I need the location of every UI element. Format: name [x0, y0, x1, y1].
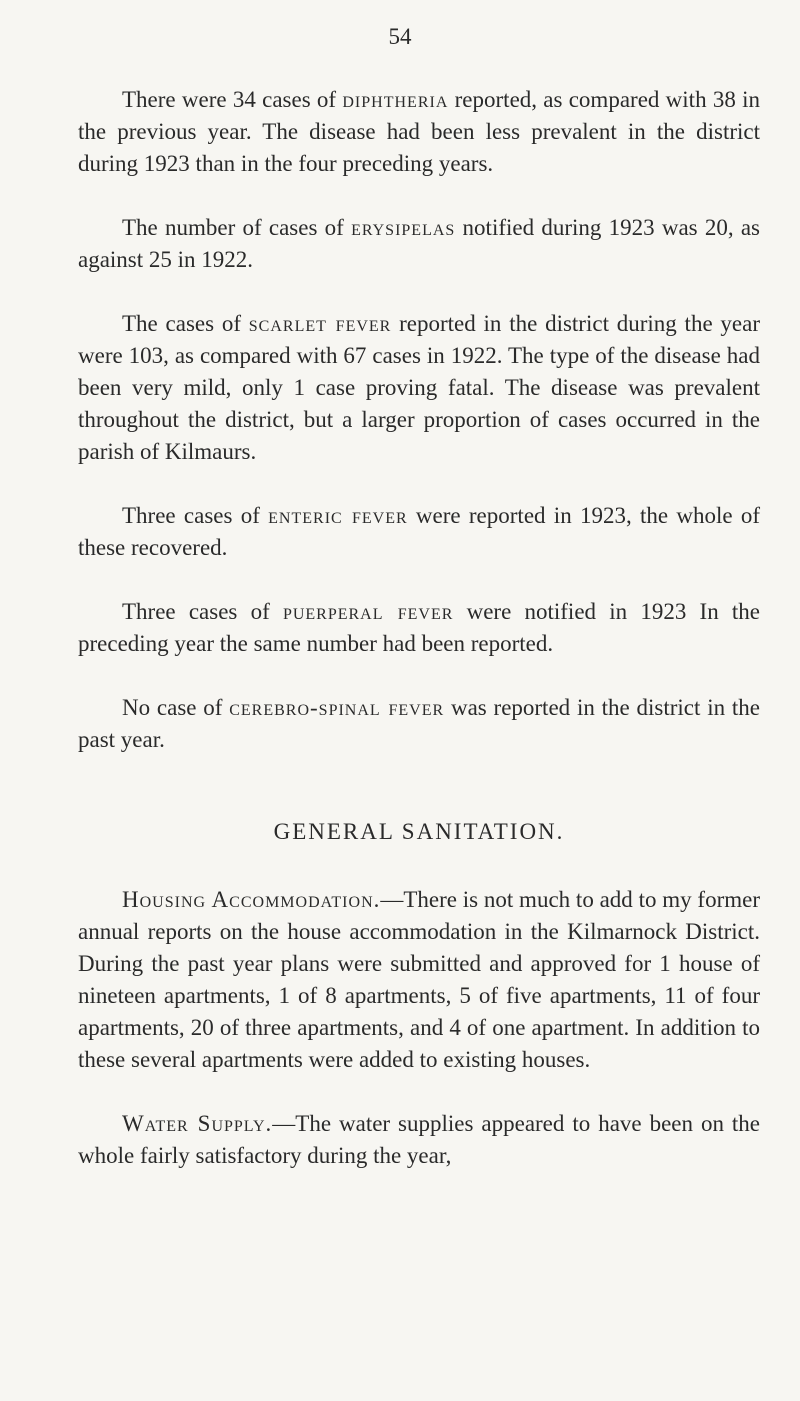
disease-term: scarlet fever: [248, 311, 392, 336]
paragraph-text: reported in the district during the year were 103, as compared with 67 cases in 1922. The type of the disease had been very mild, only 1 case proving fatal. The disease was prevalent throughout the district, but a larger proportion of cases occurred in the parish of Kilmaurs.: [78, 311, 761, 464]
subsection-lead: Water Supply.: [122, 1111, 273, 1136]
paragraph-cerebro-spinal-fever: [78, 692, 760, 756]
paragraph-text: notified during 1923 was 20, as against 25 in 1922.: [78, 215, 761, 272]
paragraph-erysipelas: [78, 212, 760, 276]
paragraph-text: reported, as compared with 38 in the previous year. The disease had been less prevalent in the district during 1923 than in the four preceding years.: [78, 87, 761, 176]
paragraph-text: There were 34 cases of: [122, 87, 343, 112]
paragraph-text: were reported in 1923, the whole of these recovered.: [78, 503, 761, 560]
section-heading: GENERAL SANITATION.: [273, 819, 565, 844]
paragraph-text: was reported in the district in the past year.: [78, 695, 760, 752]
paragraph-text: were notified in 1923 In the preceding year the same number had been reported.: [78, 599, 761, 656]
paragraph-text: The number of cases of: [122, 215, 352, 240]
paragraph-text: Three cases of: [122, 503, 269, 528]
body-text: [78, 84, 760, 1204]
paragraph-text: The cases of: [122, 311, 249, 336]
disease-term: puerperal fever: [282, 599, 454, 624]
paragraph-diphtheria: [78, 84, 760, 180]
paragraph-text: —There is not much to add to my former annual reports on the house accommodation in the Kilmarnock District. During the past year plans were submitted and approved for 1 house of nineteen apartments, 1 of 8 apartments, 5 of five apartments, 11 of four apartments, 20 of three apartments, and 4 of one apartment. In addition to these several apartments were added to existing houses.: [78, 887, 760, 1072]
paragraph-housing: [78, 884, 760, 1076]
paragraph-puerperal-fever: [78, 596, 760, 660]
disease-term: diphtheria: [342, 87, 449, 112]
paragraph-text: No case of: [122, 695, 230, 720]
disease-term: erysipelas: [351, 215, 456, 240]
disease-term: enteric fever: [268, 503, 408, 528]
paragraph-enteric-fever: [78, 500, 760, 564]
paragraph-text: —The water supplies appeared to have been on the whole fairly satisfactory during the year,: [78, 1111, 761, 1168]
paragraph-water-supply: [78, 1108, 760, 1172]
paragraph-text: Three cases of: [122, 599, 283, 624]
page-number: 54: [388, 24, 412, 49]
disease-term: cerebro-spinal fever: [229, 695, 445, 720]
subsection-lead: Housing Accommodation.: [122, 887, 381, 912]
paragraph-scarlet-fever: [78, 308, 760, 468]
